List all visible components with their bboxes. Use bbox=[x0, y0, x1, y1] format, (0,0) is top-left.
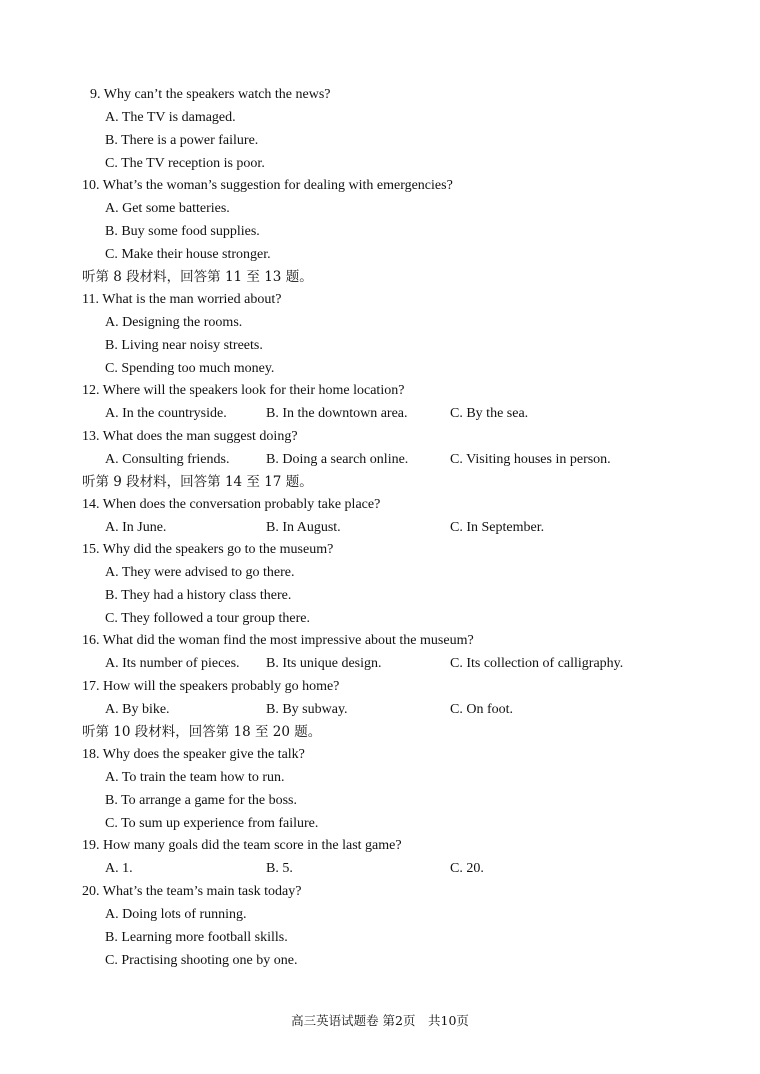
option: A. To train the team how to run. bbox=[105, 770, 285, 785]
option: A. 1. bbox=[105, 861, 133, 876]
question-15: 15. Why did the speakers go to the museum? bbox=[82, 542, 334, 557]
option: B. Living near noisy streets. bbox=[105, 338, 263, 353]
option: A. Designing the rooms. bbox=[105, 315, 243, 330]
option: C. To sum up experience from failure. bbox=[105, 816, 319, 831]
option: C. On foot. bbox=[450, 702, 513, 717]
option: B. In the downtown area. bbox=[266, 406, 408, 421]
option: B. By subway. bbox=[266, 702, 348, 717]
option: A. By bike. bbox=[105, 702, 170, 717]
page-footer: 高三英语试题卷 第2页 共10页 bbox=[291, 1013, 469, 1028]
option: A. Its number of pieces. bbox=[105, 656, 240, 671]
option: C. Spending too much money. bbox=[105, 361, 275, 376]
question-13: 13. What does the man suggest doing? bbox=[82, 429, 298, 444]
option: B. Learning more football skills. bbox=[105, 930, 288, 945]
option: B. Its unique design. bbox=[266, 656, 382, 671]
option: B. There is a power failure. bbox=[105, 133, 259, 148]
option: C. By the sea. bbox=[450, 406, 529, 421]
question-14: 14. When does the conversation probably take place? bbox=[82, 497, 381, 512]
option: A. In June. bbox=[105, 520, 167, 535]
option: A. In the countryside. bbox=[105, 406, 227, 421]
option: C. 20. bbox=[450, 861, 484, 876]
option: B. To arrange a game for the boss. bbox=[105, 793, 297, 808]
option: C. In September. bbox=[450, 520, 545, 535]
option: A. They were advised to go there. bbox=[105, 565, 295, 580]
option: C. Make their house stronger. bbox=[105, 247, 271, 262]
option: B. In August. bbox=[266, 520, 341, 535]
option: A. The TV is damaged. bbox=[105, 110, 236, 125]
option: B. Buy some food supplies. bbox=[105, 224, 260, 239]
question-10: 10. What’s the woman’s suggestion for dealing with emergencies? bbox=[82, 178, 453, 193]
option: C. Visiting houses in person. bbox=[450, 452, 611, 467]
option: A. Doing lots of running. bbox=[105, 907, 247, 922]
option: B. Doing a search online. bbox=[266, 452, 409, 467]
question-11: 11. What is the man worried about? bbox=[82, 292, 282, 307]
section-heading: 听第 8 段材料，回答第 11 至 13 题。 bbox=[82, 269, 313, 285]
option: C. Practising shooting one by one. bbox=[105, 953, 298, 968]
option: B. They had a history class there. bbox=[105, 588, 292, 603]
question-17: 17. How will the speakers probably go home? bbox=[82, 679, 340, 694]
option: A. Consulting friends. bbox=[105, 452, 230, 467]
question-19: 19. How many goals did the team score in the last game? bbox=[82, 838, 402, 853]
question-16: 16. What did the woman find the most impressive about the museum? bbox=[82, 633, 474, 648]
section-heading: 听第 10 段材料，回答第 18 至 20 题。 bbox=[82, 724, 322, 740]
option: C. Its collection of calligraphy. bbox=[450, 656, 624, 671]
question-9: 9. Why can’t the speakers watch the news? bbox=[90, 87, 331, 102]
question-20: 20. What’s the team’s main task today? bbox=[82, 884, 302, 899]
option: B. 5. bbox=[266, 861, 293, 876]
option: C. The TV reception is poor. bbox=[105, 156, 265, 171]
section-heading: 听第 9 段材料，回答第 14 至 17 题。 bbox=[82, 474, 313, 490]
question-12: 12. Where will the speakers look for their home location? bbox=[82, 383, 405, 398]
option: A. Get some batteries. bbox=[105, 201, 230, 216]
question-18: 18. Why does the speaker give the talk? bbox=[82, 747, 305, 762]
option: C. They followed a tour group there. bbox=[105, 611, 311, 626]
